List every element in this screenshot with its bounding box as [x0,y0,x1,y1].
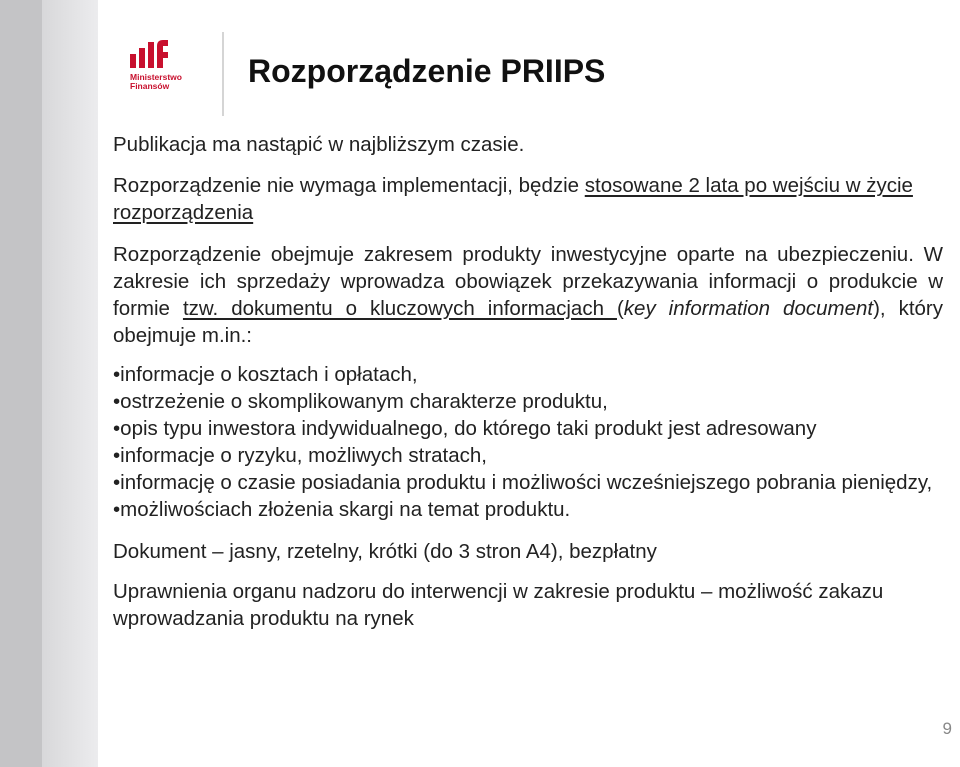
paragraph-scope-paren-open: ( [616,297,624,320]
list-item: •możliwościach złożenia skargi na temat produktu. [113,498,571,521]
logo-text-line2: Finansów [130,81,170,91]
paragraph-scope-tail: ), który obejmuje m.in.: [113,297,943,347]
page-title: Rozporządzenie PRIIPS [248,53,606,89]
paragraph-implementation-text: Rozporządzenie nie wymaga implementacji, będzie [113,174,585,197]
list-item: •informacje o kosztach i opłatach, [113,363,418,386]
paragraph-scope-text: Rozporządzenie obejmuje zakresem produkty inwestycyjne oparte na ubezpieczeniu. W zakresie ich sprzedaży wprowadza obowiązek przekazywania informacji o produkcie w formie [113,243,943,320]
page-number: 9 [942,719,952,738]
logo-text-line1: Ministerstwo [130,72,182,82]
kid-contents-list [113,361,943,523]
paragraph-scope [113,241,943,349]
paragraph-scope-kid-english: key information document [623,297,874,320]
side-band-dark-strip [0,0,42,767]
header-divider [222,32,224,116]
list-item: •ostrzeżenie o skomplikowanym charakterze produktu, [113,390,608,413]
paragraph-implementation-underlined: stosowane 2 lata po wejściu w życie rozporządzenia [113,174,913,224]
paragraph-document: Dokument – jasny, rzetelny, krótki (do 3 stron A4), bezpłatny [113,540,657,563]
logo-text [130,73,182,91]
list-item: •informację o czasie posiadania produktu i możliwości wcześniejszego pobrania pieniędzy, [113,471,933,494]
paragraph-publication: Publikacja ma nastąpić w najbliższym czasie. [113,133,525,156]
paragraph-implementation [113,172,943,226]
paragraph-scope-kid-underlined: tzw. dokumentu o kluczowych informacjach [182,297,617,320]
list-item: •informacje o ryzyku, możliwych stratach, [113,444,488,467]
slide-content [113,131,943,632]
list-item: •opis typu inwestora indywidualnego, do którego taki produkt jest adresowany [113,417,817,440]
paragraph-supervision: Uprawnienia organu nadzoru do interwencji w zakresie produktu – możliwość zakazu wprowadzania produktu na rynek [113,580,884,630]
side-gradient-band [0,0,98,767]
